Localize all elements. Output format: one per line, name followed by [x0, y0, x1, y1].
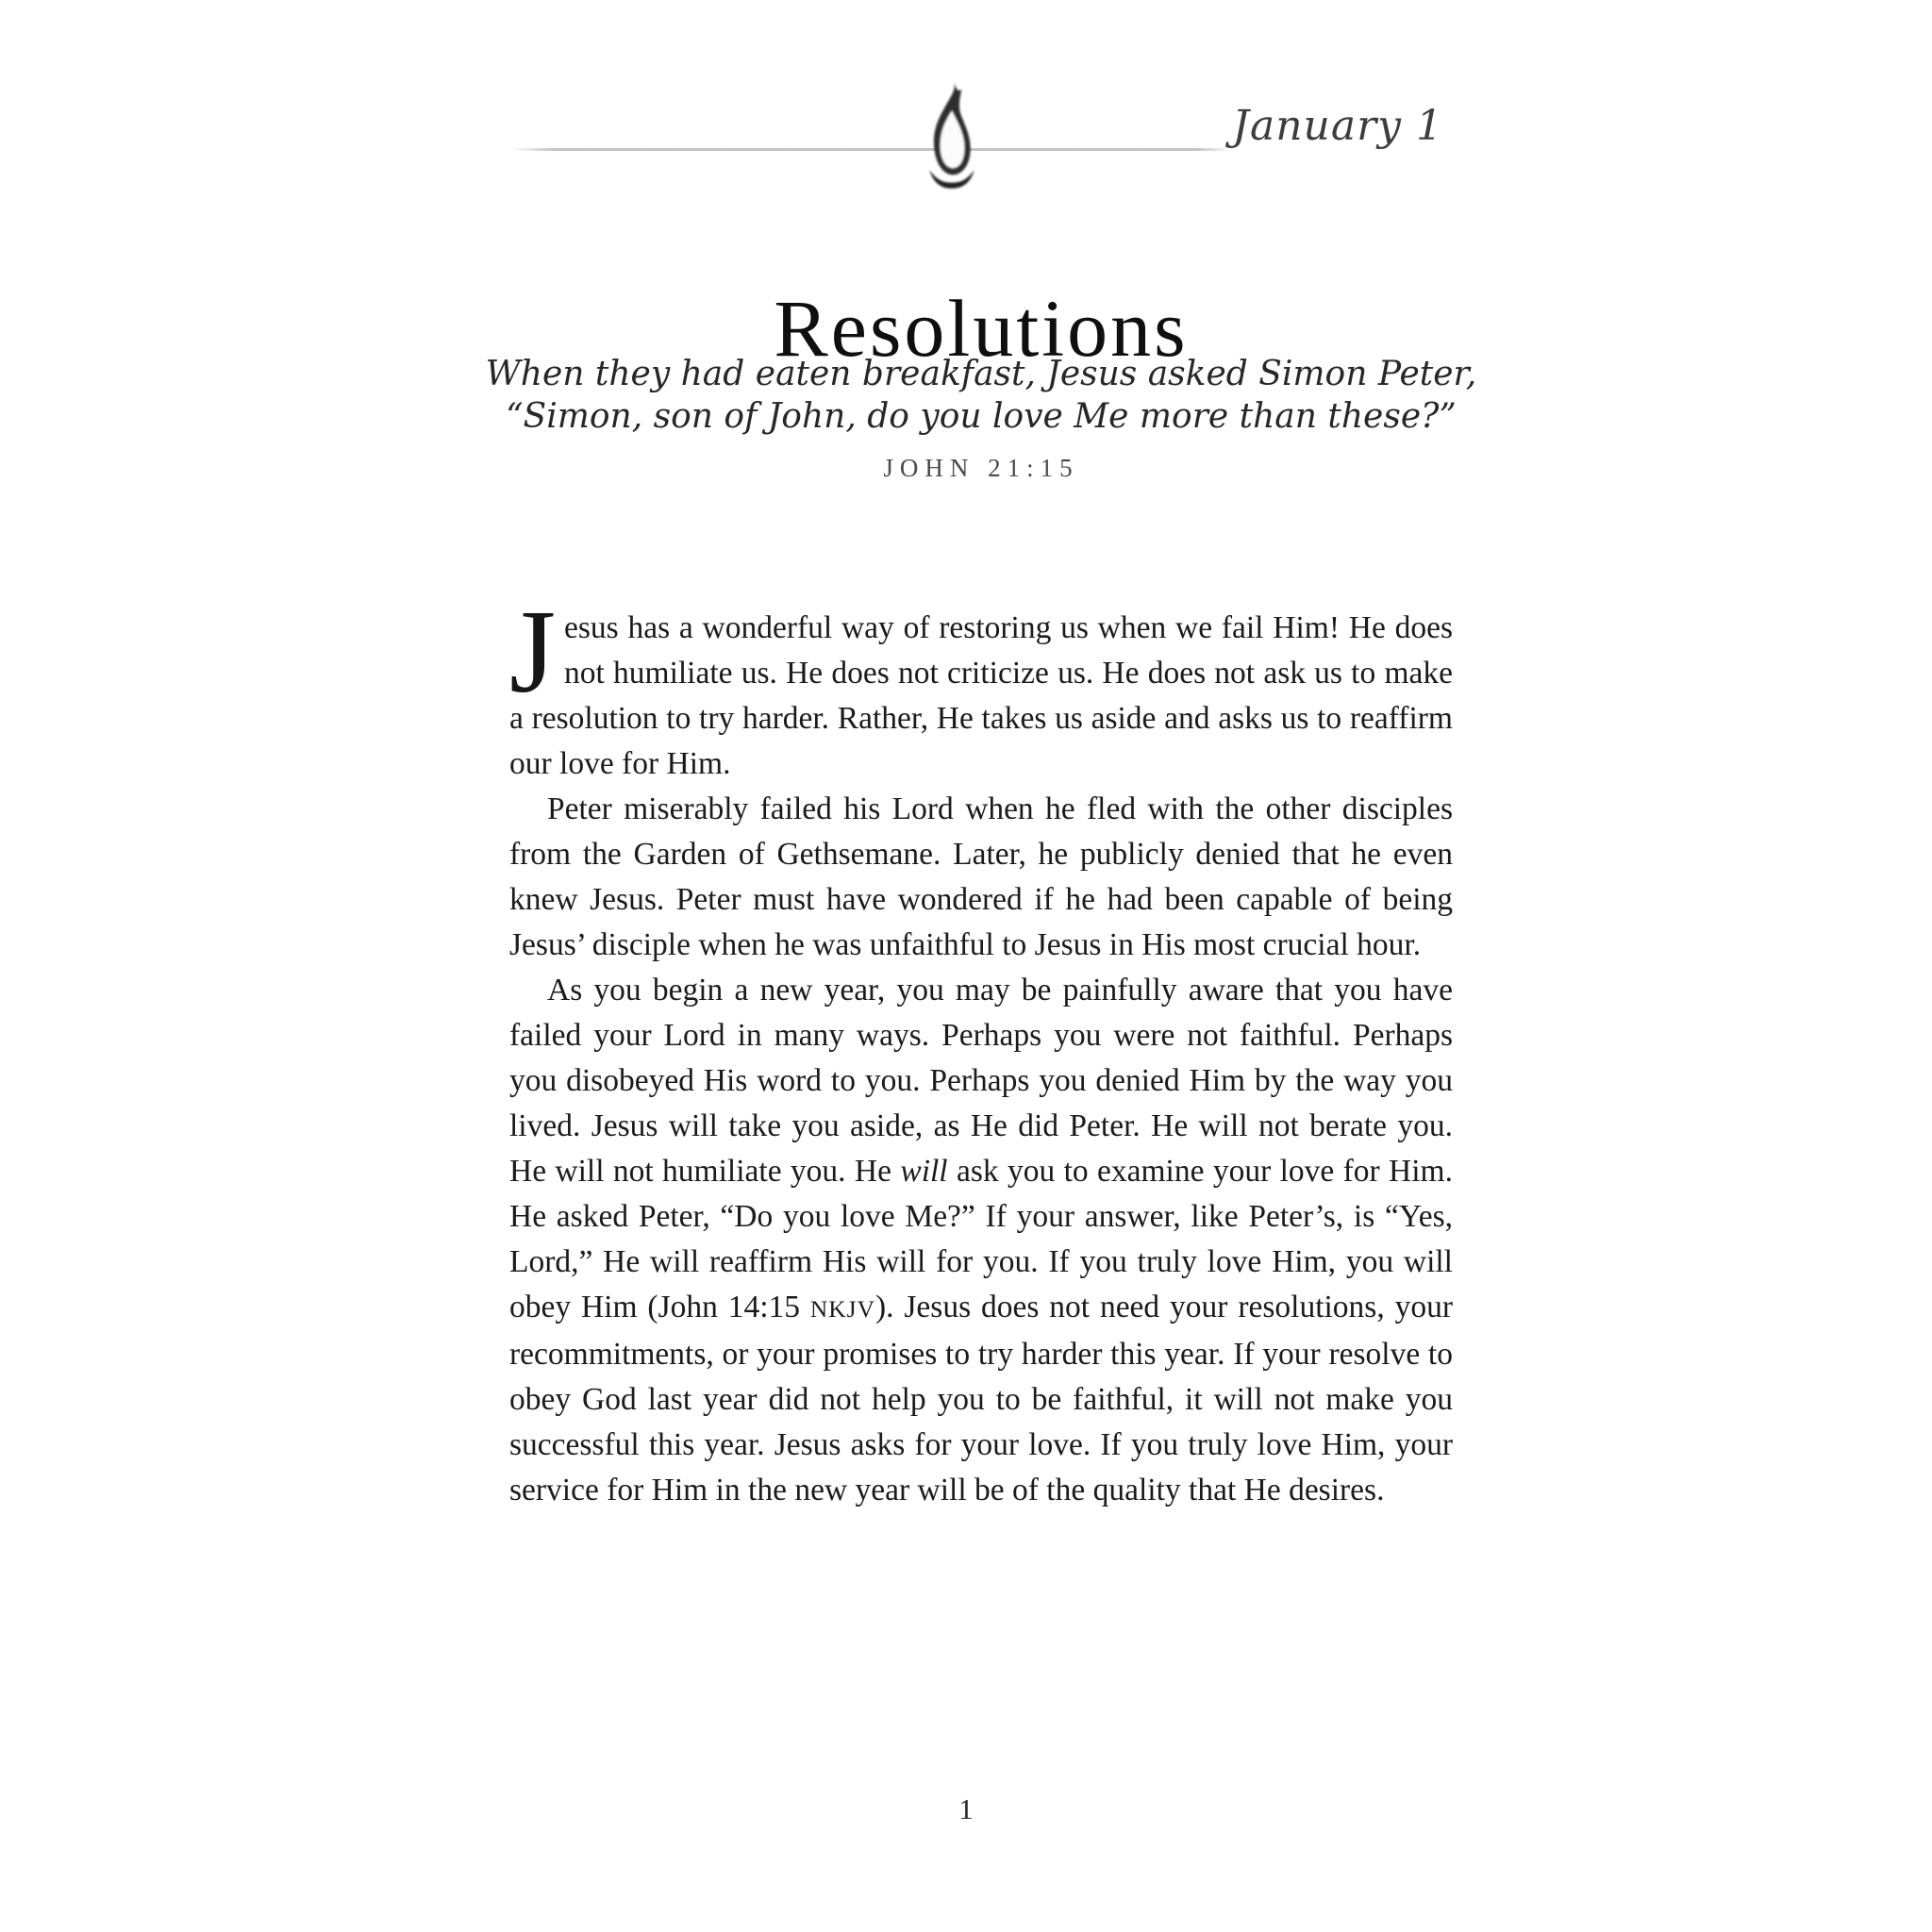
paragraph-2: Peter miserably failed his Lord when he fled with the other disciples from the Garden of Gethsemane. Later, he publicly denied that he even knew Jesus. Peter must have wondered if he had been capable of being Jesus’ disciple when he was unfaithful to Jesus in His most crucial hour. [509, 791, 1453, 962]
epigraph-line-2: “Simon, son of John, do you love Me more than these?” [506, 397, 1457, 436]
paragraph-3-text: ). Jesus does not need your resolutions, your recommitments, or your promises to try harder this year. If your resolve to obey God last year did not help you to be faithful, it will not make you successful this year. Jesus asks for your love. If you truly love Him, your service for Him in the new year will be of the quality that He desires. [509, 1290, 1453, 1507]
devotional-body [509, 587, 1453, 1513]
scripture-reference: JOHN 21:15 [883, 454, 1079, 482]
paragraph-3-text: ask you to examine your love for Him. He asked Peter, “Do you love Me?” If your answer, like Peter’s, is “Yes, Lord,” He will reaffirm His will for you. If you truly love Him, you will obey Him (John 14:15 [509, 1154, 1453, 1324]
epigraph-line-1: When they had eaten breakfast, Jesus asked Simon Peter, [485, 355, 1477, 393]
paragraph-3-smallcaps: NKJV [809, 1295, 875, 1323]
scripture-epigraph [479, 353, 1483, 438]
candle-flame-icon [921, 74, 983, 192]
paragraph-1 [509, 587, 1453, 787]
paragraph-3-italic-word: will [900, 1154, 948, 1189]
page-number: 1 [958, 1792, 974, 1825]
paragraph-3 [509, 968, 1453, 1513]
chapter-title: Resolutions [774, 282, 1189, 374]
header-date: January 1 [1232, 102, 1443, 150]
drop-cap: J [509, 587, 557, 718]
paragraph-1-text: esus has a wonderful way of restoring us when we fail Him! He does not humiliate us. He does not criticize us. He does not ask us to make a resolution to try harder. Rather, He takes us aside and asks us to reaffirm our love for Him. [509, 610, 1453, 781]
header-rule-line [511, 148, 1224, 151]
paragraph-3-text: As you begin a new year, you may be painfully aware that you have failed your Lord in many ways. Perhaps you were not faithful. Perhaps you disobeyed His word to you. Perhaps you denied Him by the way you lived. Jesus will take you aside, as He did Peter. He will not berate you. He will not humiliate you. He [509, 973, 1453, 1189]
